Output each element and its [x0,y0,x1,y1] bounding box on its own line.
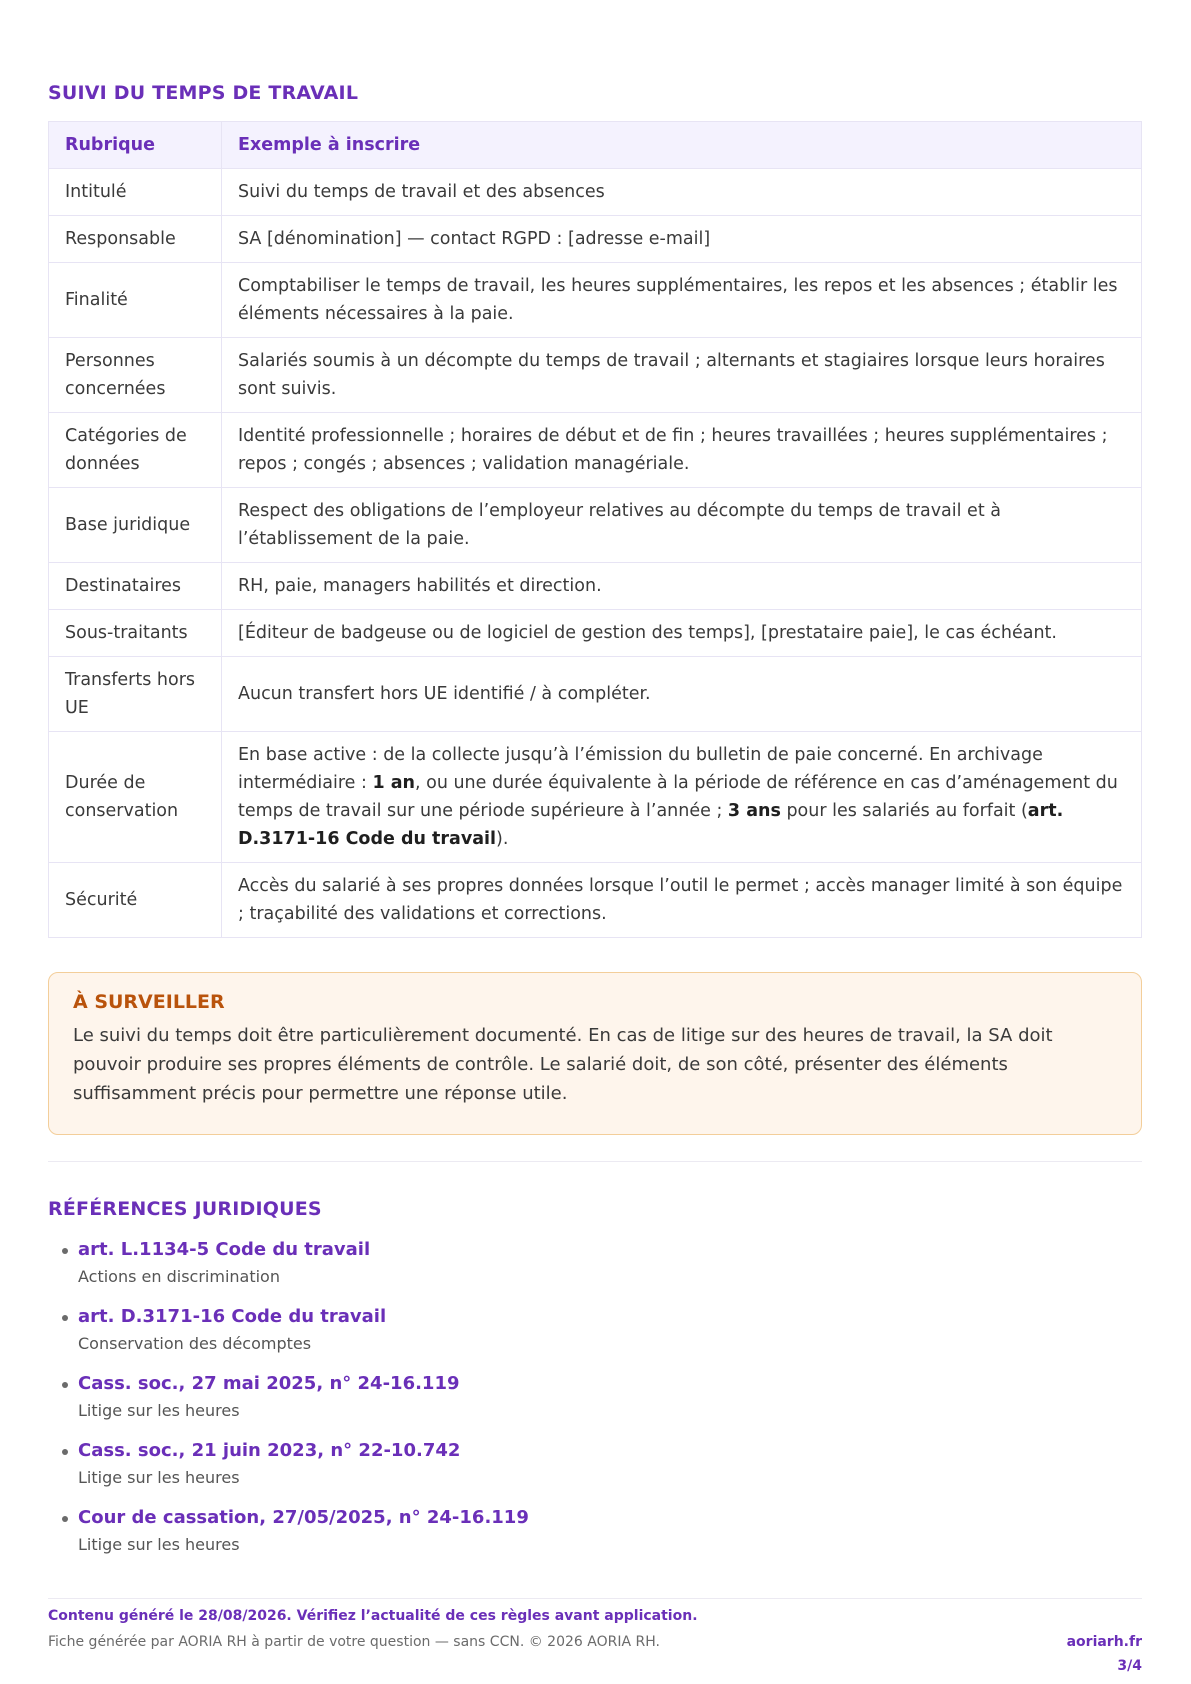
table-row [49,263,1142,338]
row-label: Base juridique [49,488,222,563]
footer-generated-by: Fiche générée par AORIA RH à partir de votre question — sans CCN. © 2026 AORIA RH. [48,1634,660,1650]
bullet-icon [62,1382,68,1388]
section-title: SUIVI DU TEMPS DE TRAVAIL [48,82,359,104]
column-header-exemple: Exemple à inscrire [222,122,1142,169]
bullet-icon [62,1248,68,1254]
table-row [49,610,1142,657]
emphasis-text: art. D.3171-16 Code du travail [238,801,1064,849]
row-label: Durée de conservation [49,732,222,863]
table-row [49,657,1142,732]
value-text: , ou une durée équivalente à la période de référence en cas d’aménagement du temps de travail sur une période supérieure à l’année ; [238,773,1118,821]
row-label: Finalité [49,263,222,338]
row-label: Destinataires [49,563,222,610]
reference-title: Cour de cassation, 27/05/2025, n° 24-16.119 [78,1507,529,1528]
row-label: Intitulé [49,169,222,216]
emphasis-text: 1 an [372,773,415,793]
footer-site-link[interactable]: aoriarh.fr [1066,1634,1142,1650]
value-text: ). [496,829,509,849]
warning-callout [48,972,1142,1135]
reference-title: art. L.1134-5 Code du travail [78,1239,371,1260]
row-value: Aucun transfert hors UE identifié / à compléter. [222,657,1142,732]
row-label: Responsable [49,216,222,263]
row-value: Accès du salarié à ses propres données lorsque l’outil le permet ; accès manager limité à son équipe ; traçabilité des validations et corrections. [222,863,1142,938]
value-text: pour les salariés au forfait ( [780,801,1028,821]
list-item [48,1506,748,1573]
emphasis-text: 3 ans [727,801,781,821]
divider [48,1598,1142,1599]
row-value: [Éditeur de badgeuse ou de logiciel de gestion des temps], [prestataire paie], le cas échéant. [222,610,1142,657]
row-label: Transferts hors UE [49,657,222,732]
table-header-row [49,122,1142,169]
reference-title: Cass. soc., 21 juin 2023, n° 22-10.742 [78,1440,461,1461]
list-item [48,1372,748,1439]
value-text: En base active : de la collecte jusqu’à l’émission du bulletin de paie concerné. En archivage intermédiaire : [238,745,1043,793]
row-label: Sous-traitants [49,610,222,657]
reference-description: Conservation des décomptes [78,1334,312,1353]
reference-description: Litige sur les heures [78,1535,240,1554]
table-row [49,216,1142,263]
page-number: 3/4 [1117,1658,1142,1674]
list-item [48,1238,748,1305]
reference-description: Litige sur les heures [78,1401,240,1420]
callout-text: Le suivi du temps doit être particulièrement documenté. En cas de litige sur des heures de travail, la SA doit pouvoir produire ses propres éléments de contrôle. Le salarié doit, de son côté, présenter des éléments suffisamment précis pour permettre une réponse utile. [73,1025,1053,1104]
row-value [222,732,1142,863]
references-title: RÉFÉRENCES JURIDIQUES [48,1198,322,1220]
bullet-icon [62,1516,68,1522]
row-value: RH, paie, managers habilités et direction. [222,563,1142,610]
row-label: Personnes concernées [49,338,222,413]
table-row [49,863,1142,938]
row-value: Identité professionnelle ; horaires de début et de fin ; heures travaillées ; heures supplémentaires ; repos ; congés ; absences ; validation managériale. [222,413,1142,488]
table-row [49,169,1142,216]
footer-notice: Contenu généré le 28/08/2026. Vérifiez l’actualité de ces règles avant application. [48,1608,698,1624]
row-value: Salariés soumis à un décompte du temps de travail ; alternants et stagiaires lorsque leurs horaires sont suivis. [222,338,1142,413]
table-row [49,563,1142,610]
table-row [49,338,1142,413]
table-row [49,488,1142,563]
table-row [49,732,1142,863]
divider [48,1161,1142,1162]
row-label: Catégories de données [49,413,222,488]
column-header-rubrique: Rubrique [49,122,222,169]
list-item [48,1305,748,1372]
reference-title: art. D.3171-16 Code du travail [78,1306,387,1327]
callout-title: À SURVEILLER [73,991,225,1013]
processing-record-table [48,121,1142,938]
list-item [48,1439,748,1506]
row-value: SA [dénomination] — contact RGPD : [adresse e-mail] [222,216,1142,263]
row-label: Sécurité [49,863,222,938]
row-value: Respect des obligations de l’employeur relatives au décompte du temps de travail et à l’établissement de la paie. [222,488,1142,563]
reference-description: Litige sur les heures [78,1468,240,1487]
table-row [49,413,1142,488]
references-list [48,1238,748,1573]
bullet-icon [62,1449,68,1455]
row-value: Comptabiliser le temps de travail, les heures supplémentaires, les repos et les absences ; établir les éléments nécessaires à la paie. [222,263,1142,338]
reference-description: Actions en discrimination [78,1267,280,1286]
bullet-icon [62,1315,68,1321]
row-value: Suivi du temps de travail et des absences [222,169,1142,216]
reference-title: Cass. soc., 27 mai 2025, n° 24-16.119 [78,1373,460,1394]
